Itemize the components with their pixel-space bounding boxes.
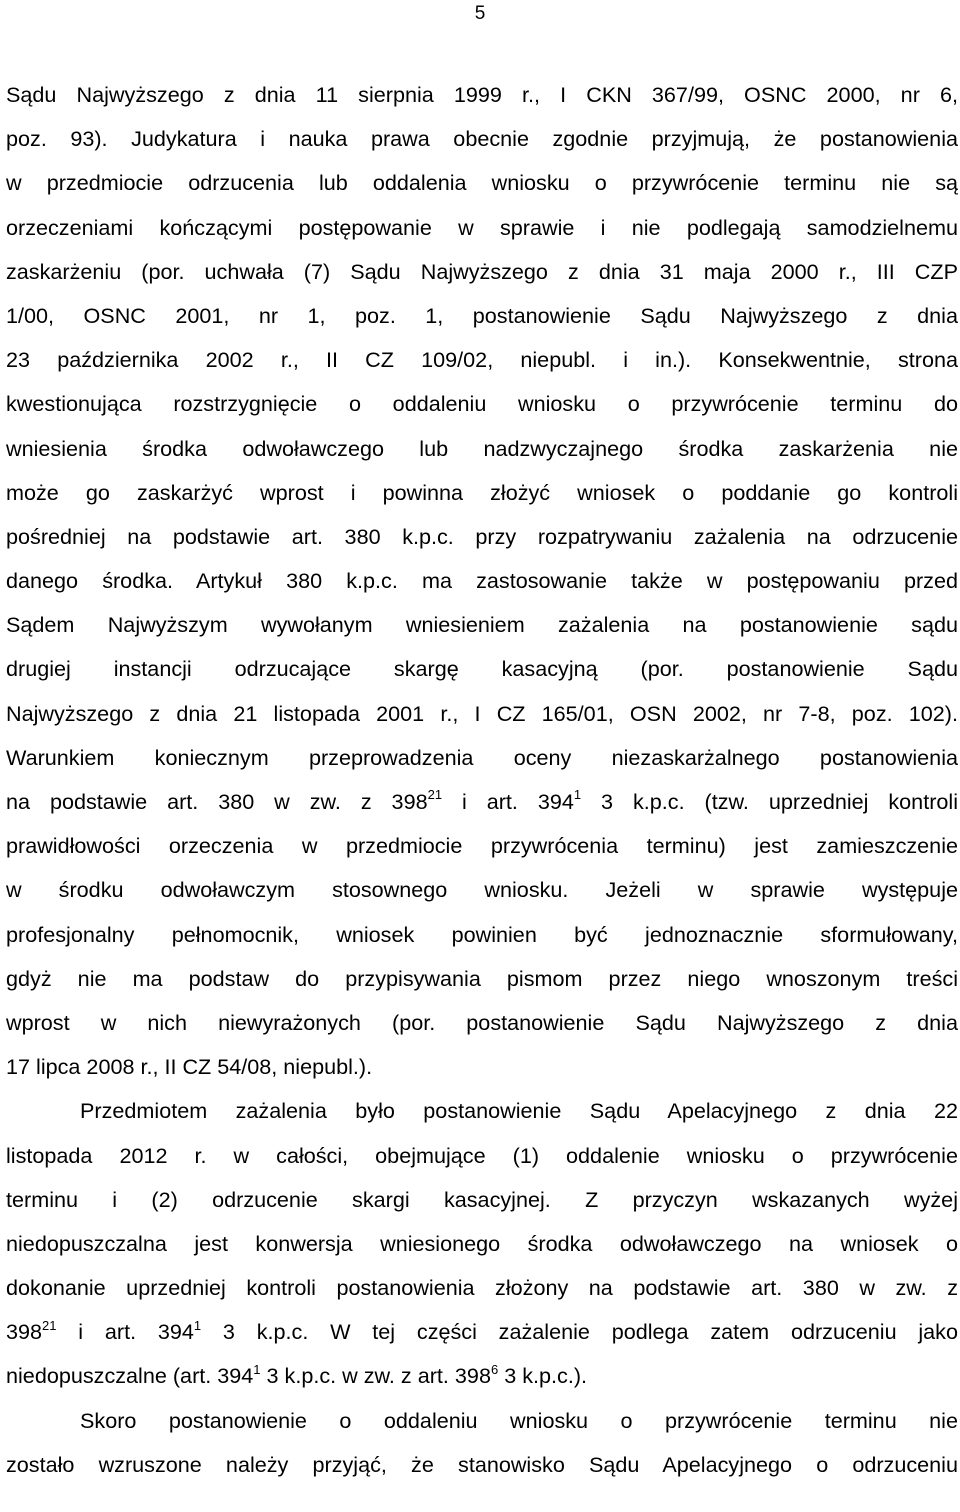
text-line: niedopuszczalna jest konwersja wniesionego środka odwoławczego na wniosek o (6, 1230, 958, 1256)
superscript: 1 (253, 1361, 261, 1377)
text-line: profesjonalny pełnomocnik, wniosek powinien być jednoznacznie sformułowany, (6, 921, 958, 947)
text-line: pośredniej na podstawie art. 380 k.p.c. przy rozpatrywaniu zażalenia na odrzucenie (6, 523, 958, 549)
text-line: orzeczeniami kończącymi postępowanie w sprawie i nie podlegają samodzielnemu (6, 214, 958, 240)
text-line: drugiej instancji odrzucające skargę kasacyjną (por. postanowienie Sądu (6, 656, 958, 682)
document-body (6, 73, 958, 1487)
text-line: wniesienia środka odwoławczego lub nadzwyczajnego środka zaskarżenia nie (6, 435, 958, 461)
text-line-with-superscripts (6, 1354, 958, 1398)
text-line: Sądu Najwyższego z dnia 11 sierpnia 1999 r., I CKN 367/99, OSNC 2000, nr 6, (6, 82, 958, 107)
superscript: 21 (427, 787, 443, 803)
text-segment: i art. 394 (442, 789, 574, 814)
text-line: Warunkiem koniecznym przeprowadzenia oceny niezaskarżalnego postanowienia (6, 744, 958, 770)
text-line: 17 lipca 2008 r., II CZ 54/08, niepubl.). (6, 1054, 373, 1080)
text-segment: 3 k.p.c. w zw. z art. 398 (260, 1363, 491, 1389)
paragraph-first-line: Skoro postanowienie o oddaleniu wniosku o przywrócenie terminu nie (80, 1407, 958, 1433)
text-line: danego środka. Artykuł 380 k.p.c. ma zastosowanie także w postępowaniu przed (6, 568, 958, 594)
superscript: 21 (42, 1317, 57, 1333)
paragraph-first-line: Przedmiotem zażalenia było postanowienie Sądu Apelacyjnego z dnia 22 (80, 1098, 958, 1124)
text-segment: 398 (6, 1319, 43, 1345)
text-line: może go zaskarżyć wprost i powinna złożyć wniosek o poddanie go kontroli (6, 479, 958, 505)
text-segment: 3 k.p.c.). (498, 1363, 588, 1389)
text-line: gdyż nie ma podstaw do przypisywania pismom przez niego wnoszonym treści (6, 965, 958, 991)
text-segment: 3 k.p.c. (tzw. uprzedniej kontroli (581, 789, 958, 814)
text-line: listopada 2012 r. w całości, obejmujące (1) oddalenie wniosku o przywrócenie (6, 1142, 958, 1168)
text-line-with-superscripts (6, 1310, 958, 1354)
text-segment: i art. 394 (56, 1319, 194, 1345)
text-line: wprost w nich niewyrażonych (por. postanowienie Sądu Najwyższego z dnia (6, 1009, 958, 1035)
text-line-with-superscripts (6, 780, 958, 824)
text-line: 1/00, OSNC 2001, nr 1, poz. 1, postanowienie Sądu Najwyższego z dnia (6, 302, 958, 328)
text-line: Najwyższego z dnia 21 listopada 2001 r., I CZ 165/01, OSN 2002, nr 7-8, poz. 102). (6, 700, 958, 726)
text-line: 23 października 2002 r., II CZ 109/02, niepubl. i in.). Konsekwentnie, strona (6, 347, 958, 373)
text-line: zaskarżeniu (por. uchwała (7) Sądu Najwyższego z dnia 31 maja 2000 r., III CZP (6, 258, 958, 284)
text-segment: 3 k.p.c. W tej części zażalenie podlega zatem odrzuceniu jako (201, 1319, 958, 1345)
page-number: 5 (474, 3, 486, 24)
text-segment: niedopuszczalne (art. 394 (6, 1363, 254, 1389)
text-segment: na podstawie art. 380 w zw. z 398 (6, 789, 428, 814)
text-line: poz. 93). Judykatura i nauka prawa obecnie zgodnie przyjmują, że postanowienia (6, 126, 958, 152)
superscript: 6 (490, 1361, 499, 1377)
text-line: zostało wzruszone należy przyjąć, że stanowisko Sądu Apelacyjnego o odrzuceniu (6, 1451, 958, 1477)
text-line: terminu i (2) odrzucenie skargi kasacyjnej. Z przyczyn wskazanych wyżej (6, 1186, 958, 1212)
superscript: 1 (573, 787, 582, 803)
text-line: w środku odwoławczym stosownego wniosku. Jeżeli w sprawie występuje (6, 877, 958, 903)
text-line: w przedmiocie odrzucenia lub oddalenia wniosku o przywrócenie terminu nie są (6, 170, 958, 196)
text-line: Sądem Najwyższym wywołanym wniesieniem zażalenia na postanowienie sądu (6, 612, 958, 638)
text-line: prawidłowości orzeczenia w przedmiocie przywrócenia terminu) jest zamieszczenie (6, 833, 958, 859)
text-line: kwestionująca rozstrzygnięcie o oddaleniu wniosku o przywrócenie terminu do (6, 391, 958, 417)
superscript: 1 (193, 1317, 202, 1333)
text-line: dokonanie uprzedniej kontroli postanowienia złożony na podstawie art. 380 w zw. z (6, 1275, 958, 1301)
